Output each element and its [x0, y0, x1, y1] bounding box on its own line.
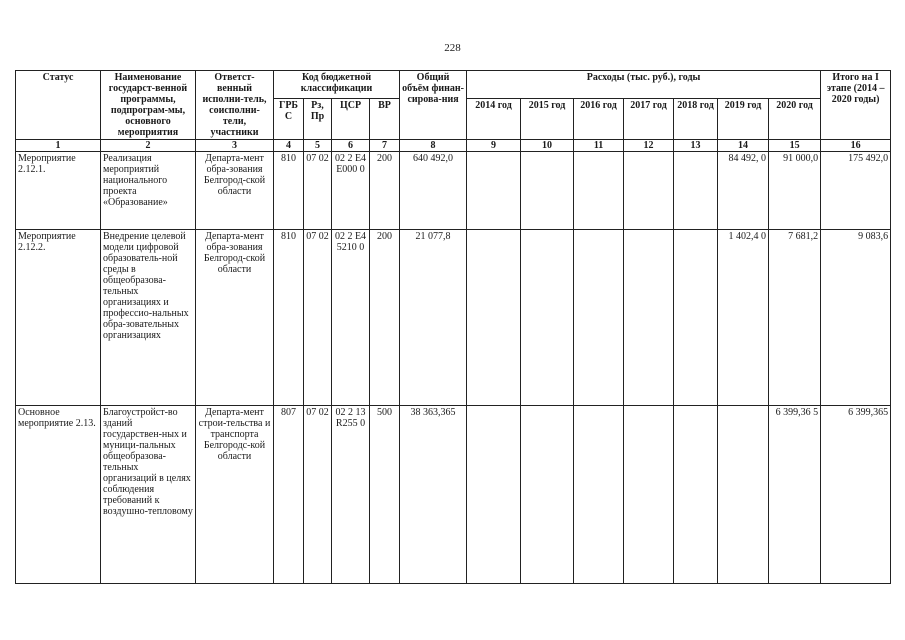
cell-total: 38 363,365	[400, 406, 467, 584]
cell-csr: 02 2 E4 E000 0	[332, 152, 370, 230]
col-num: 1	[16, 140, 101, 152]
cell-name: Реализация мероприятий национального проекта «Образование»	[101, 152, 196, 230]
cell-vr: 200	[370, 152, 400, 230]
col-num: 6	[332, 140, 370, 152]
cell-grbs: 810	[274, 230, 304, 406]
col-num: 5	[304, 140, 332, 152]
col-num: 7	[370, 140, 400, 152]
header-csr: ЦСР	[332, 99, 370, 140]
cell-vr: 200	[370, 230, 400, 406]
cell-vr: 500	[370, 406, 400, 584]
cell-2018	[674, 406, 718, 584]
cell-stage-total: 175 492,0	[821, 152, 891, 230]
header-grbs: ГРБ С	[274, 99, 304, 140]
header-year-2015: 2015 год	[521, 99, 574, 140]
cell-name: Благоустройст-во зданий государствен-ных и муници-пальных общеобразова-тельных организаций в целях соблюдения требований к воздушно-тепловому	[101, 406, 196, 584]
col-num: 12	[624, 140, 674, 152]
cell-2015	[521, 230, 574, 406]
header-expenses: Расходы (тыс. руб.), годы	[467, 71, 821, 99]
col-num: 4	[274, 140, 304, 152]
col-num: 11	[574, 140, 624, 152]
cell-rzpr: 07 02	[304, 152, 332, 230]
cell-grbs: 807	[274, 406, 304, 584]
cell-2015	[521, 406, 574, 584]
header-total-volume: Общий объём финан-сирова-ния	[400, 71, 467, 140]
cell-2019	[718, 406, 769, 584]
col-num: 9	[467, 140, 521, 152]
header-year-2017: 2017 год	[624, 99, 674, 140]
cell-2016	[574, 406, 624, 584]
cell-2017	[624, 230, 674, 406]
cell-stage-total: 6 399,365	[821, 406, 891, 584]
cell-2015	[521, 152, 574, 230]
col-num: 8	[400, 140, 467, 152]
header-vr: ВР	[370, 99, 400, 140]
table-row	[16, 152, 891, 230]
cell-2020: 91 000,0	[769, 152, 821, 230]
col-num: 2	[101, 140, 196, 152]
cell-status: Мероприятие 2.12.1.	[16, 152, 101, 230]
cell-2020: 7 681,2	[769, 230, 821, 406]
page-number: 228	[444, 42, 461, 54]
cell-grbs: 810	[274, 152, 304, 230]
budget-table	[15, 70, 891, 584]
header-year-2014: 2014 год	[467, 99, 521, 140]
cell-total: 21 077,8	[400, 230, 467, 406]
col-num: 16	[821, 140, 891, 152]
cell-executor: Департа-мент обра-зования Белгород-ской области	[196, 152, 274, 230]
header-year-2020: 2020 год	[769, 99, 821, 140]
cell-executor: Департа-мент обра-зования Белгород-ской области	[196, 230, 274, 406]
col-num: 3	[196, 140, 274, 152]
cell-2017	[624, 152, 674, 230]
column-number-row	[16, 140, 891, 152]
cell-2014	[467, 152, 521, 230]
cell-status: Основное мероприятие 2.13.	[16, 406, 101, 584]
cell-csr: 02 2 13 R255 0	[332, 406, 370, 584]
cell-2014	[467, 230, 521, 406]
cell-2018	[674, 152, 718, 230]
cell-2014	[467, 406, 521, 584]
cell-status: Мероприятие 2.12.2.	[16, 230, 101, 406]
header-executor: Ответст-венный исполни-тель, соисполни-тели, участники	[196, 71, 274, 140]
cell-2020: 6 399,36 5	[769, 406, 821, 584]
cell-2016	[574, 152, 624, 230]
cell-stage-total: 9 083,6	[821, 230, 891, 406]
cell-2018	[674, 230, 718, 406]
cell-2017	[624, 406, 674, 584]
col-num: 10	[521, 140, 574, 152]
cell-executor: Департа-мент строи-тельства и транспорта Белгородс-кой области	[196, 406, 274, 584]
col-num: 14	[718, 140, 769, 152]
header-year-2019: 2019 год	[718, 99, 769, 140]
header-rzpr: Рз, Пр	[304, 99, 332, 140]
cell-2019: 1 402,4 0	[718, 230, 769, 406]
header-name: Наименование государст-венной программы, подпрограм-мы, основного мероприятия	[101, 71, 196, 140]
cell-name: Внедрение целевой модели цифровой образователь-ной среды в общеобразова-тельных организациях и профессио-нальных обра-зовательных организациях	[101, 230, 196, 406]
header-budget-code: Код бюджетной классификации	[274, 71, 400, 99]
header-year-2018: 2018 год	[674, 99, 718, 140]
budget-table-container	[15, 70, 890, 615]
cell-csr: 02 2 E4 5210 0	[332, 230, 370, 406]
col-num: 13	[674, 140, 718, 152]
col-num: 15	[769, 140, 821, 152]
header-status: Статус	[16, 71, 101, 140]
table-row	[16, 230, 891, 406]
header-year-2016: 2016 год	[574, 99, 624, 140]
cell-2016	[574, 230, 624, 406]
cell-2019: 84 492, 0	[718, 152, 769, 230]
cell-rzpr: 07 02	[304, 230, 332, 406]
header-stage-total: Итого на I этапе (2014 – 2020 годы)	[821, 71, 891, 140]
cell-rzpr: 07 02	[304, 406, 332, 584]
cell-total: 640 492,0	[400, 152, 467, 230]
table-row	[16, 406, 891, 584]
header-row-1	[16, 71, 891, 99]
